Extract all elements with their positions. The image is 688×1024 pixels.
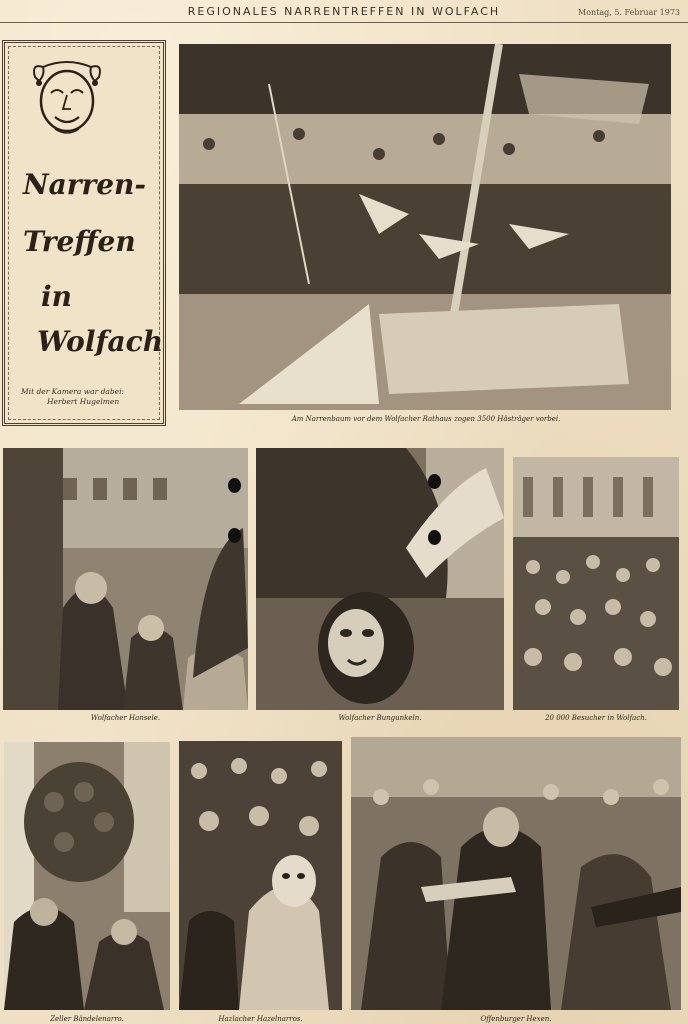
page-headline: REGIONALES NARRENTREFFEN IN WOLFACH (187, 5, 501, 18)
header-rule (0, 22, 688, 23)
title-line-4: Wolfach (37, 325, 164, 358)
caption-besucher: 20 000 Besucher in Wolfach. (545, 714, 647, 722)
photo-hazlacher (179, 741, 342, 1010)
jester-mask-icon (25, 59, 109, 139)
main-photo-caption: Am Narrenbaum vor dem Wolfacher Rathaus zogen 3500 Hästräger vorbei. (291, 415, 561, 423)
photo-credit-name: Herbert Hugelmen (47, 397, 120, 406)
title-line-3: in (41, 280, 72, 313)
masthead (0, 0, 688, 24)
photo-besucher (513, 457, 679, 710)
photo-credit-label: Mit der Kamera war dabei: (21, 387, 125, 396)
caption-offenburger: Offenburger Hexen. (480, 1015, 552, 1023)
punch-hole (228, 478, 241, 493)
photo-offenburger (351, 737, 681, 1010)
page-date: Montag, 5. Februar 1973 (578, 8, 680, 17)
photo-hansele (3, 448, 248, 710)
title-box (2, 40, 166, 426)
punch-hole (228, 528, 241, 543)
title-line-1: Narren- (23, 168, 147, 201)
punch-hole (428, 474, 441, 489)
caption-bungunkeln: Wolfacher Bungunkeln. (338, 714, 422, 722)
title-line-2: Treffen (23, 225, 136, 258)
main-photo (179, 44, 671, 410)
caption-hazlacher: Hazlacher Hazelnarros. (218, 1015, 303, 1023)
caption-hansele: Wolfacher Hansele. (90, 714, 161, 722)
punch-hole (428, 530, 441, 545)
photo-bottom-left (4, 742, 170, 1010)
caption-bottom-left: Zeller Bändelenarro. (50, 1015, 124, 1023)
photo-bungunkeln (256, 448, 504, 710)
